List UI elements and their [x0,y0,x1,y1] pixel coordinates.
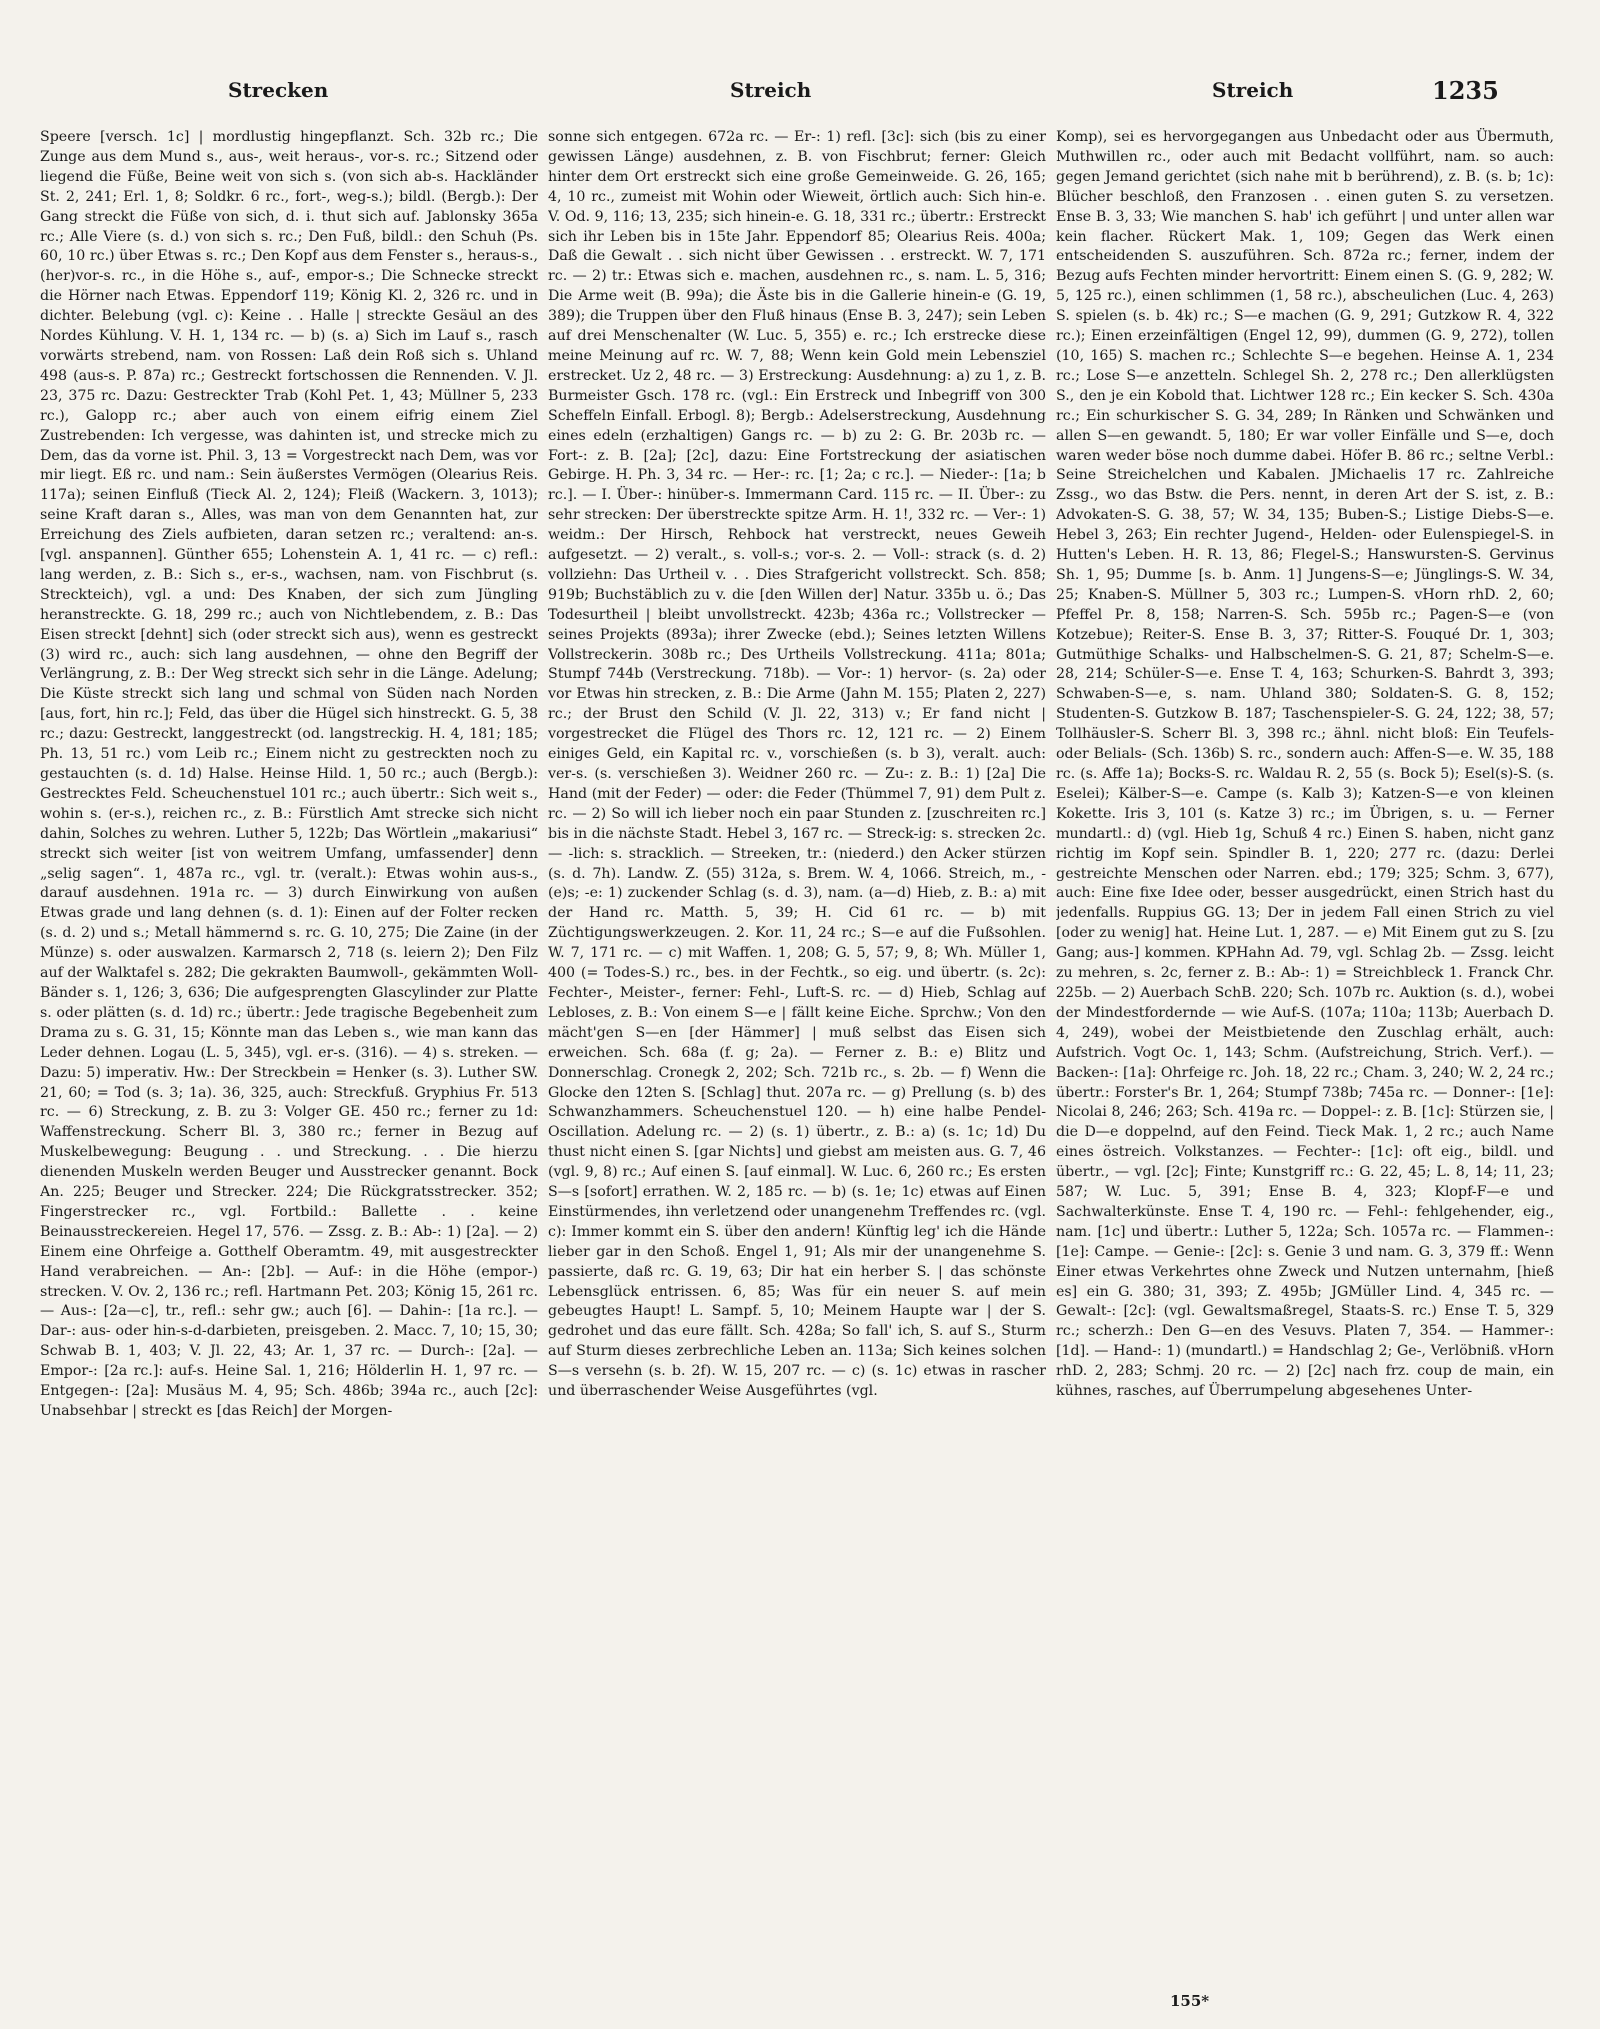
signature-mark: 155* [1170,1992,1210,2010]
column-3-text: Komp), sei es hervorgegangen aus Unbedacht oder aus Übermuth, Muthwillen rc., oder auch mit Bedacht vollführt, nam. so auch: gegen Jemand gerichtet (sich nahe mit b berührend), z. B. (s. b; 1c): Blücher beschloß, den Franzosen . . einen guten S. zu versetzen. Ense B. 3, 33; Wie manchen S. hab' ich geführt | und unter allen war kein flacher. Rückert Mak. 1, 109; Gegen das Werk einen entscheidenden S. auszuführen. Sch. 872a rc.; ferner, indem der Bezug aufs Fechten minder hervortritt: Einem einen S. (G. 9, 282; W. 5, 125 rc.), einen schlimmen (1, 58 rc.), abscheulichen (Luc. 4, 263) S. spielen (s. b. 4k) rc.; S—e machen (G. 9, 291; Gutzkow R. 4, 322 rc.); Einen erzeinfältigen (Engel 12, 99), dummen (G. 9, 272), tollen (10, 165) S. machen rc.; Schlechte S—e begehen. Heinse A. 1, 234 rc.; Lose S—e anzetteln. Schlegel Sh. 2, 278 rc.; Den allerklügsten S., den je ein Kobold that. Lichtwer 128 rc.; Ein kecker S. Sch. 430a rc.; Ein schurkischer S. G. 34, 289; In Ränken und Schwänken und allen S—en gewandt. 5, 180; Er war voller Einfälle und S—e, doch waren weder böse noch dumme dabei. Höfer B. 86 rc.; seltne Verbl.: Seine Streichelchen und Kabalen. JMichaelis 17 rc. Zahlreiche Zssg., wo das Bstw. die Pers. nennt, in deren Art der S. ist, z. B.: Advokaten-S. G. 38, 57; W. 34, 135; Buben-S.; Listige Diebs-S—e. Hebel 3, 263; Ein rechter Jugend-, Helden- oder Eulenspiegel-S. in Hutten's Leben. H. R. 13, 86; Flegel-S.; Hanswursten-S. Gervinus Sh. 1, 95; Dumme [s. b. Anm. 1] Jungens-S—e; Jünglings-S. W. 34, 25; Knaben-S. Müllner 5, 303 rc.; Lumpen-S. vHorn rhD. 2, 60; Pfeffel Pr. 8, 158; Narren-S. Sch. 595b rc.; Pagen-S—e (von Kotzebue); Reiter-S. Ense B. 3, 37; Ritter-S. Fouqué Dr. 1, 303; Gutmüthige Schalks- und Halbschelmen-S. G. 21, 87; Schelm-S—e. 28, 214; Schüler-S—e. Ense T. 4, 163; Schurken-S. Bahrdt 3, 393; Schwaben-S—e, s. nam. Uhland 380; Soldaten-S. G. 8, 152; Studenten-S. Gutzkow B. 187; Taschenspieler-S. G. 24, 122; 38, 57; Tollhäusler-S. Scherr Bl. 3, 398 rc.; ähnl. nicht bloß: Ein Teufels- oder Belials- (Sch. 136b) S. rc., sondern auch: Affen-S—e. W. 35, 188 rc. (s. Affe 1a); Bocks-S. rc. Waldau R. 2, 55 (s. Bock 5); Esel(s)-S. (s. Eselei); Kälber-S—e. Campe (s. Kalb 3); Katzen-S—e von kleinen Kokette. Iris 3, 101 (s. Katze 3) rc.; im Übrigen, s. u. — Ferner mundartl.: d) (vgl. Hieb 1g, Schuß 4 rc.) Einen S. haben, nicht ganz richtig im Kopf sein. Spindler B. 1, 220; 277 rc. (dazu: Derlei gestreichte Menschen oder Narren. ebd.; 179; 325; Schm. 3, 677), auch: Eine fixe Idee oder, besser ausgedrückt, einen Strich hast du jedenfalls. Ruppius GG. 13; Der in jedem Fall einen Strich zu viel [oder zu wenig] hat. Heine Lut. 1, 287. — e) Mit Einem gut zu S. [zu Gang; aus-] kommen. KPHahn Ad. 79, vgl. Schlag 2b. — Zssg. leicht zu mehren, s. 2c, ferner z. B.: Ab-: 1) = Streichbleck 1. Franck Chr. 225b. — 2) Auerbach SchB. 220; Sch. 107b rc. Auktion (s. d.), wobei der Mindestfordernde — wie Auf-S. (107a; 110a; 113b; Auerbach D. 4, 249), wobei der Meistbietende den Zuschlag erhält, auch: Aufstrich. Vogt Oc. 1, 143; Schm. (Aufstreichung, Strich. Verf.). — Backen-: [1a]: Ohrfeige rc. Joh. 18, 22 rc.; Cham. 3, 240; W. 2, 24 rc.; übertr.: Forster's Br. 1, 264; Stumpf 738b; 745a rc. — Donner-: [1e]: Nicolai 8, 246; 263; Sch. 419a rc. — Doppel-: z. B. [1c]: Stürzen sie, | die D—e doppelnd, auf den Feind. Tieck Mak. 1, 2 rc.; auch Name eines östreich. Volkstanzes. — Fechter-: [1c]: oft eig., bildl. und übertr., — vgl. [2c]; Finte; Kunstgriff rc.: G. 22, 45; L. 8, 14; 11, 23; 587; W. Luc. 5, 391; Ense B. 4, 323; Klopf-F—e und Sachwalterkünste. Ense T. 4, 190 rc. — Fehl-: fehlgehender, eig., nam. [1c] und übertr.: Luther 5, 122a; Sch. 1057a rc. — Flammen-: [1e]: Campe. — Genie-: [2c]: s. Genie 3 und nam. G. 3, 379 ff.: Wenn Einer etwas Verkehrtes ohne Zweck und Nutzen unternahm, [hieß es] ein G. 380; 31, 393; Z. 495b; JGMüller Lind. 4, 345 rc. — Gewalt-: [2c]: (vgl. Gewaltsmaßregel, Staats-S. rc.) Ense T. 5, 329 rc.; scherzh.: Den G—en des Vesuvs. Platen 7, 354. — Hammer-: [1d]. — Hand-: 1) (mundartl.) = Handschlag 2; Ge-, Verlöbniß. vHorn rhD. 2, 283; Schmj. 20 rc. — 2) [2c] nach frz. coup de main, ein kühnes, rasches, auf Überrumpelung abgesehenes Unter- [1056,129,1554,1400]
right-running-head: Streich [1212,78,1294,102]
left-running-head: Strecken [228,78,329,102]
text-column-1 [40,128,538,1973]
page-number: 1235 [1432,76,1499,105]
text-column-2 [548,128,1046,1973]
center-running-head: Streich [730,78,812,102]
column-1-text: Speere [versch. 1c] | mordlustig hingepflanzt. Sch. 32b rc.; Die Zunge aus dem Mund s., aus-, weit heraus-, vor-s. rc.; Sitzend oder liegend die Füße, Beine weit von sich s. (von sich ab-s. Hackländer St. 2, 241; Erl. 1, 8; Soldkr. 6 rc., fort-, weg-s.); bildl. (Bergb.): Der Gang streckt die Füße von sich, d. i. thut sich auf. Jablonsky 365a rc.; Alle Viere (s. d.) von sich s. rc.; Den Fuß, bildl.: den Schuh (Ps. 60, 10 rc.) über Etwas s. rc.; Den Kopf aus dem Fenster s., heraus-s., (her)vor-s. rc., in die Höhe s., auf-, empor-s.; Die Schnecke streckt die Hörner nach Etwas. Eppendorf 119; König Kl. 2, 326 rc. und in dichter. Belebung (vgl. c): Keine . . Halle | streckte Gesäul an des Nordes Kühlung. V. H. 1, 134 rc. — b) (s. a) Sich im Lauf s., rasch vorwärts strebend, nam. von Rossen: Laß dein Roß sich s. Uhland 498 (aus-s. P. 87a) rc.; Gestreckt fortschossen die Rennenden. V. Jl. 23, 375 rc. Dazu: Gestreckter Trab (Kohl Pet. 1, 43; Müllner 5, 233 rc.), Galopp rc.; aber auch von einem eifrig einem Ziel Zustrebenden: Ich vergesse, was dahinten ist, und strecke mich zu Dem, das da vorne ist. Phil. 3, 13 = Vorgestreckt nach Dem, was vor mir liegt. Eß rc. und nam.: Sein äußerstes Vermögen (Olearius Reis. 117a); seinen Einfluß (Tieck Al. 2, 124); Fleiß (Wackern. 3, 1013); seine Kraft daran s., Alles, was man von dem Genannten hat, zur Erreichung des Ziels aufbieten, daran setzen rc.; veraltend: an-s. [vgl. anspannen]. Günther 655; Lohenstein A. 1, 41 rc. — c) refl.: lang werden, z. B.: Sich s., er-s., wachsen, nam. von Fischbrut (s. Streckteich), vgl. a und: Des Knaben, der sich zum Jüngling heranstreckte. G. 18, 299 rc.; auch von Nichtlebendem, z. B.: Das Eisen streckt [dehnt] sich (oder streckt sich aus), wenn es gestreckt (3) wird rc., auch: sich lang ausdehnen, — ohne den Begriff der Verlängrung, z. B.: Der Weg streckt sich sehr in die Länge. Adelung; Die Küste streckt sich lang und schmal von Süden nach Norden [aus, fort, hin rc.]; Feld, das über die Hügel sich hinstreckt. G. 5, 38 rc.; dazu: Gestreckt, langgestreckt (od. langstreckig. H. 4, 181; 185; Ph. 13, 51 rc.) vom Leib rc.; Einem nicht zu gestreckten noch zu gestauchten (s. d. 1d) Halse. Heinse Hild. 1, 50 rc.; auch (Bergb.): Gestrecktes Feld. Scheuchenstuel 101 rc.; auch übertr.: Sich weit s., wohin s. (er-s.), reichen rc., z. B.: Fürstlich Amt strecke sich nicht dahin, Solches zu wehren. Luther 5, 122b; Das Wörtlein „makariusi“ streckt sich weiter [ist von weitrem Umfang, umfassender] denn „selig sagen“. 1, 487a rc., vgl. tr. (veralt.): Etwas wohin aus-s., darauf ausdehnen. 191a rc. — 3) durch Einwirkung von außen Etwas grade und lang dehnen (s. d. 1): Einen auf der Folter recken (s. d. 2) und s.; Metall hämmernd s. rc. G. 10, 275; Die Zaine (in der Münze) s. oder auswalzen. Karmarsch 2, 718 (s. leiern 2); Den Filz auf der Walktafel s. 282; Die gekrakten Baumwoll-, gekämmten Woll-Bänder s. 1, 126; 3, 636; Die aufgesprengten Glascylinder zur Platte s. oder plätten (s. d. 1d) rc.; übertr.: Jede tragische Begebenheit zum Drama zu s. G. 31, 15; Könnte man das Leben s., wie man kann das Leder dehnen. Logau (L. 5, 345), vgl. er-s. (316). — 4) s. streken. — Dazu: 5) imperativ. Hw.: Der Streckbein = Henker (s. 3). Luther SW. 21, 60; = Tod (s. 3; 1a). 36, 325, auch: Streckfuß. Gryphius Fr. 513 rc. — 6) Streckung, z. B. zu 3: Volger GE. 450 rc.; ferner zu 1d: Waffenstreckung. Scherr Bl. 3, 380 rc.; ferner in Bezug auf Muskelbewegung: Beugung . . und Streckung. . . Die hierzu dienenden Muskeln werden Beuger und Ausstrecker genannt. Bock An. 225; Beuger und Strecker. 224; Die Rückgratsstrecker. 352; Fingerstrecker rc., vgl. Fortbild.: Ballette . . keine Beinausstreckereien. Hegel 17, 576. — Zssg. z. B.: Ab-: 1) [2a]. — 2) Einem eine Ohrfeige a. Gotthelf Oberamtm. 49, mit ausgestreckter Hand verabreichen. — An-: [2b]. — Auf-: in die Höhe (empor-) strecken. V. Ov. 2, 136 rc.; refl. Hartmann Pet. 203; König 15, 261 rc. — Aus-: [2a—c], tr., refl.: sehr gw.; auch [6]. — Dahin-: [1a rc.]. — Dar-: aus- oder hin-s-d-darbieten, preisgeben. 2. Macc. 7, 10; 15, 30; Schwab B. 1, 403; V. Jl. 22, 43; Ar. 1, 37 rc. — Durch-: [2a]. — Empor-: [2a rc.]: auf-s. Heine Sal. 1, 216; Hölderlin H. 1, 97 rc. — Entgegen-: [2a]: Musäus M. 4, 95; Sch. 486b; 394a rc., auch [2c]: Unabsehbar | streckt es [das Reich] der Morgen- [40,129,538,1419]
column-2-text: sonne sich entgegen. 672a rc. — Er-: 1) refl. [3c]: sich (bis zu einer gewissen Länge) ausdehnen, z. B. von Fischbrut; ferner: Gleich hinter dem Ort erstreckt sich eine große Gemeinweide. G. 26, 165; 4, 10 rc., zumeist mit Wohin oder Wieweit, örtlich auch: Sich hin-e. V. Od. 9, 116; 13, 235; sich hinein-e. G. 18, 331 rc.; übertr.: Erstreckt sich ihr Leben bis in 15te Jahr. Eppendorf 85; Olearius Reis. 400a; Daß die Gewalt . . sich nicht über Gewissen . . erstreckt. W. 7, 171 rc. — 2) tr.: Etwas sich e. machen, ausdehnen rc., s. nam. L. 5, 316; Die Arme weit (B. 99a); die Äste bis in die Gallerie hinein-e (G. 19, 389); die Truppen über den Fluß hinaus (Ense B. 3, 247); sein Leben auf drei Menschenalter (W. Luc. 5, 355) e. rc.; Ich erstrecke diese meine Meinung auf rc. W. 7, 88; Wenn kein Gold mein Lebensziel erstrecket. Uz 2, 48 rc. — 3) Erstreckung: Ausdehnung: a) zu 1, z. B. Burmeister Gsch. 178 rc. (vgl.: Ein Erstreck und Inbegriff von 300 Scheffeln Einfall. Erbogl. 8); Bergb.: Adelserstreckung, Ausdehnung eines edeln (erzhaltigen) Gangs rc. — b) zu 2: G. Br. 203b rc. — Fort-: z. B. [2a]; [2c], dazu: Eine Fortstreckung der asiatischen Gebirge. H. Ph. 3, 34 rc. — Her-: rc. [1; 2a; c rc.]. — Nieder-: [1a; b rc.]. — I. Über-: hinüber-s. Immermann Card. 115 rc. — II. Über-: zu sehr strecken: Der überstreckte spitze Arm. H. 1!, 332 rc. — Ver-: 1) weidm.: Der Hirsch, Rehbock hat verstreckt, neues Geweih aufgesetzt. — 2) veralt., s. voll-s.; vor-s. 2. — Voll-: strack (s. d. 2) vollziehn: Das Urtheil v. . . Dies Strafgericht vollstreckt. Sch. 858; 919b; Buchstäblich zu v. die [den Willen der] Natur. 335b u. ö.; Das Todesurtheil | bleibt unvollstreckt. 423b; 436a rc.; Vollstrecker — seines Projekts (893a); ihrer Zwecke (ebd.); Seines letzten Willens Vollstreckerin. 308b rc.; Des Urtheils Vollstreckung. 411a; 801a; Stumpf 744b (Verstreckung. 718b). — Vor-: 1) hervor- (s. 2a) oder vor Etwas hin strecken, z. B.: Die Arme (Jahn M. 155; Platen 2, 227) rc.; der Brust den Schild (V. Jl. 22, 313) v.; Er fand nicht | vorgestrecket die Flügel des Thors rc. 12, 121 rc. — 2) Einem einiges Geld, ein Kapital rc. v., vorschießen (s. b 3), veralt. auch: ver-s. (s. verschießen 3). Weidner 260 rc. — Zu-: z. B.: 1) [2a] Die Hand (mit der Feder) — oder: die Feder (Thümmel 7, 91) dem Pult z. rc. — 2) So will ich lieber noch ein paar Stunden z. [zuschreiten rc.] bis in die nächste Stadt. Hebel 3, 167 rc. — Streck-ig: s. strecken 2c. — -lich: s. stracklich. — Streeken, tr.: (niederd.) den Acker stürzen (s. d. 7h). Landw. Z. (55) 312a, s. Brem. W. 4, 1066. Streich, m., -(e)s; -e: 1) zuckender Schlag (s. d. 3), nam. (a—d) Hieb, z. B.: a) mit der Hand rc. Matth. 5, 39; H. Cid 61 rc. — b) mit Züchtigungswerkzeugen. 2. Kor. 11, 24 rc.; S—e auf die Fußsohlen. W. 7, 171 rc. — c) mit Waffen. 1, 208; G. 5, 57; 9, 8; Wh. Müller 1, 400 (= Todes-S.) rc., bes. in der Fechtk., so eig. und übertr. (s. 2c): Fechter-, Meister-, ferner: Fehl-, Luft-S. rc. — d) Hieb, Schlag auf Lebloses, z. B.: Von einem S—e | fällt keine Eiche. Sprchw.; Von den mächt'gen S—en [der Hämmer] | muß selbst das Eisen sich erweichen. Sch. 68a (f. g; 2a). — Ferner z. B.: e) Blitz und Donnerschlag. Cronegk 2, 202; Sch. 721b rc., s. 2b. — f) Wenn die Glocke den 12ten S. [Schlag] thut. 207a rc. — g) Prellung (s. b) des Schwanzhammers. Scheuchenstuel 120. — h) eine halbe Pendel-Oscillation. Adelung rc. — 2) (s. 1) übertr., z. B.: a) (s. 1c; 1d) Du thust nicht einen S. [gar Nichts] und giebst am meisten aus. G. 7, 46 (vgl. 9, 8) rc.; Auf einen S. [auf einmal]. W. Luc. 6, 260 rc.; Es ersten S—s [sofort] errathen. W. 2, 185 rc. — b) (s. 1e; 1c) etwas auf Einen Einstürmendes, ihn verletzend oder unangenehm Treffendes rc. (vgl. c): Immer kommt ein S. über den andern! Künftig leg' ich die Hände lieber gar in den Schoß. Engel 1, 91; Als mir der unangenehme S. passierte, daß rc. G. 19, 63; Dir hat ein herber S. | das schönste Lebensglück entrissen. 6, 85; Was für ein neuer S. auf mein gebeugtes Haupt! L. Sampf. 5, 10; Meinem Haupte war | der S. gedrohet und das eure fällt. Sch. 428a; So fall' ich, S. auf S., Sturm auf Sturm dieses zerbrechliche Leben an. 113a; Sich keines solchen S—s versehn (s. b. 2f). W. 15, 207 rc. — c) (s. 1c) etwas in rascher und überraschender Weise Ausgeführtes (vgl. [548,129,1046,1400]
text-column-3 [1056,128,1554,1973]
